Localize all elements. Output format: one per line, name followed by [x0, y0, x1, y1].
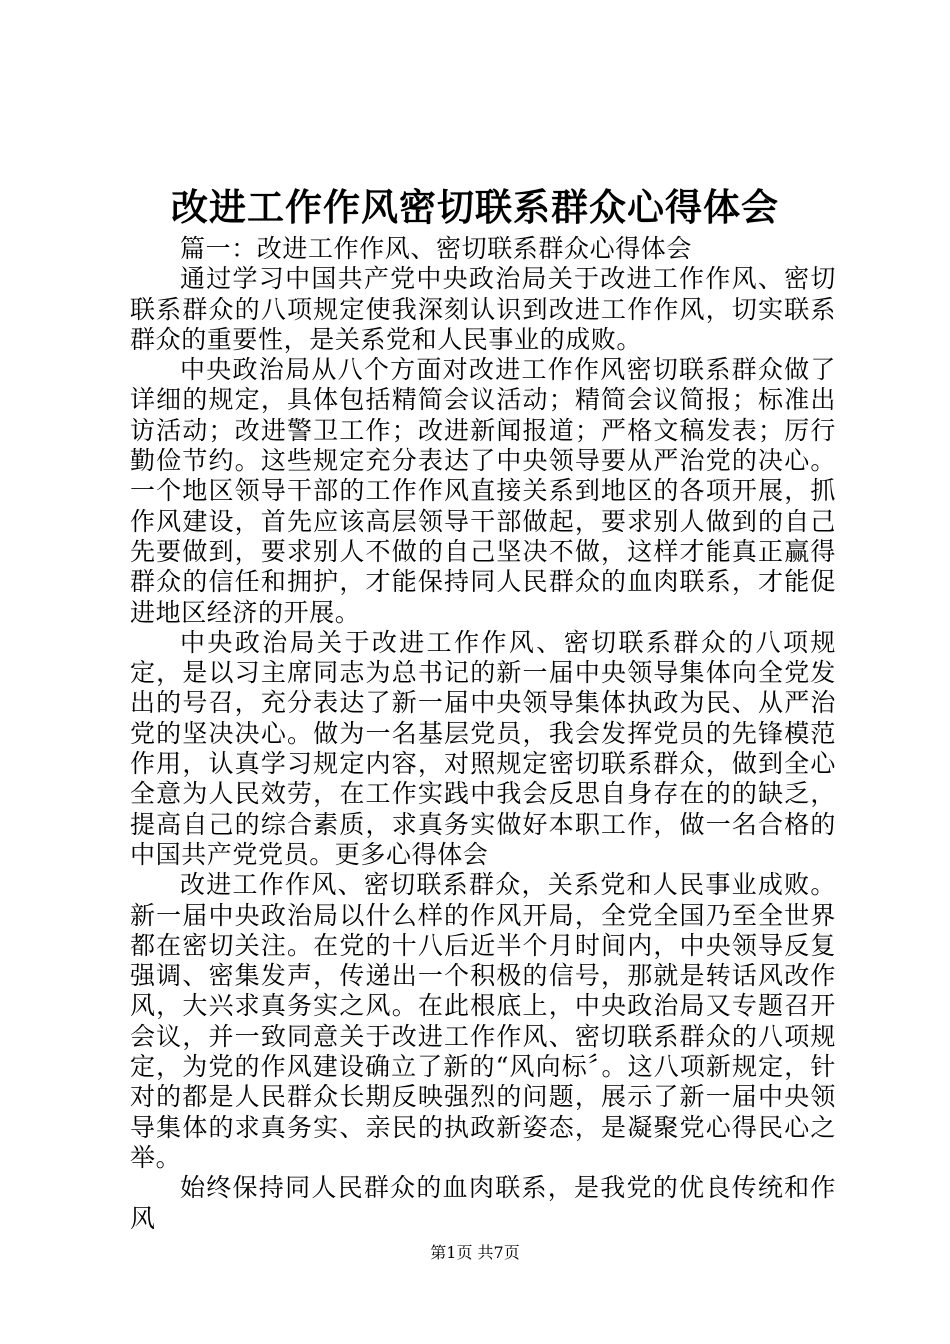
document-title: 改进工作作风密切联系群众心得体会 — [171, 186, 779, 229]
document-body — [130, 234, 836, 1234]
paragraph: 通过学习中国共产党中央政治局关于改进工作作风、密切联系群众的八项规定使我深刻认识到改进工作作风，切实联系群众的重要性，是关系党和人民事业的成败。 — [130, 264, 836, 354]
paragraph-heading: 篇一：改进工作作风、密切联系群众心得体会 — [180, 234, 693, 263]
paragraph: 改进工作作风、密切联系群众，关系党和人民事业成败。新一届中央政治局以什么样的作风开局，全党全国乃至全世界都在密切关注。在党的十八后近半个月时间内，中央领导反复强调、密集发声，传递出一个积极的信号，那就是转话风改作风，大兴求真务实之风。在此根底上，中央政治局又专题召开会议，并一致同意关于改进工作作风、密切联系群众的八项规定，为党的作风建设确立了新的“风向标〞。这八项新规定，针对的都是人民群众长期反映强烈的问题，展示了新一届中央领导集体的求真务实、亲民的执政新姿态，是凝聚党心得民心之举。 — [130, 870, 836, 1172]
paragraph: 中央政治局从八个方面对改进工作作风密切联系群众做了详细的规定，具体包括精简会议活动；精简会议简报；标准出访活动；改进警卫工作；改进新闻报道；严格文稿发表；厉行勤俭节约。这些规定充分表达了中央领导要从严治党的决心。一个地区领导干部的工作作风直接关系到地区的各项开展，抓作风建设，首先应该高层领导干部做起，要求别人做到的自己先要做到，要求别人不做的自己坚决不做，这样才能真正赢得群众的信任和拥护，才能保持同人民群众的血肉联系，才能促进地区经济的开展。 — [130, 355, 836, 627]
page-number-footer: 第1页 共7页 — [430, 1243, 520, 1262]
paragraph: 中央政治局关于改进工作作风、密切联系群众的八项规定，是以习主席同志为总书记的新一届中央领导集体向全党发出的号召，充分表达了新一届中央领导集体执政为民、从严治党的坚决决心。做为一名基层党员，我会发挥党员的先锋模范作用，认真学习规定内容，对照规定密切联系群众，做到全心全意为人民效劳，在工作实践中我会反思自身存在的的缺乏，提高自己的综合素质，求真务实做好本职工作，做一名合格的中国共产党党员。更多心得体会 — [130, 627, 836, 869]
paragraph: 始终保持同人民群众的血肉联系，是我党的优良传统和作风 — [130, 1173, 836, 1233]
